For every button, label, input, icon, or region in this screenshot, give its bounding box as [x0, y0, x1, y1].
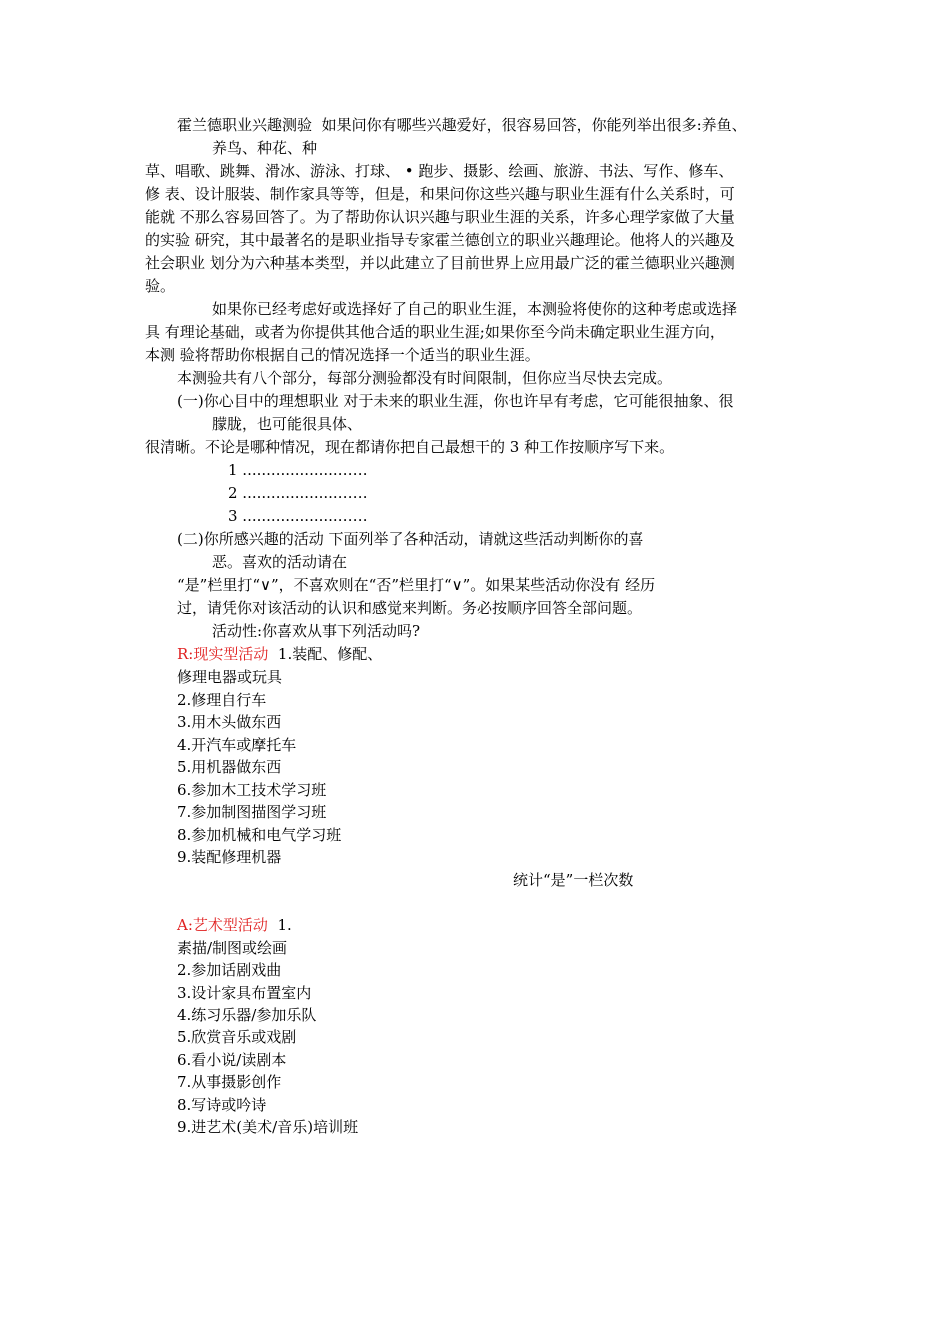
section-a-label: A:艺术型活动: [177, 916, 268, 934]
part1-heading: (一)你心目中的理想职业 对于未来的职业生涯，你也许早有考虑，它可能很抽象、很: [177, 392, 734, 410]
list-item: 6.参加木工技术学习班: [177, 781, 327, 799]
part2-line-2: 恶。喜欢的活动请在: [212, 553, 348, 571]
part2-prompt: 活动性:你喜欢从事下列活动吗?: [212, 622, 421, 640]
answer-blank-2[interactable]: 2 ....................……: [228, 484, 368, 502]
list-item: 修理电器或玩具: [177, 668, 283, 686]
intro-line-1: [177, 114, 747, 136]
section-r-first-item: 1.装配、修配、: [277, 645, 383, 663]
list-item: 素描/制图或绘画: [177, 939, 288, 957]
para2-line-1: 如果你已经考虑好或选择好了自己的职业生涯，本测验将使你的这种考虑或选择: [212, 300, 738, 318]
answer-blank-1[interactable]: 1 ....................……: [228, 461, 368, 479]
section-r-tally: 统计“是”一栏次数: [513, 871, 634, 889]
list-item: 9.装配修理机器: [177, 848, 282, 866]
list-item: 5.欣赏音乐或戏剧: [177, 1028, 297, 1046]
intro-line-5: 能就 不那么容易回答了。为了帮助你认识兴趣与职业生涯的关系，许多心理学家做了大量: [145, 208, 735, 226]
part1-line-2: 朦胧，也可能很具体、: [212, 415, 363, 433]
list-item: 7.参加制图描图学习班: [177, 803, 327, 821]
intro-line-2: 养鸟、种花、种: [212, 139, 318, 157]
intro-line-7: 社会职业 划分为六种基本类型，并以此建立了目前世界上应用最广泛的霍兰德职业兴趣测: [145, 254, 735, 272]
list-item: 2.修理自行车: [177, 691, 267, 709]
list-item: 5.用机器做东西: [177, 758, 282, 776]
intro-line-4: 修 表、设计服装、制作家具等等，但是，和果问你这些兴趣与职业生涯有什么关系时，可: [145, 185, 735, 203]
list-item: 4.开汽车或摩托车: [177, 736, 297, 754]
list-item: 8.写诗或吟诗: [177, 1096, 267, 1114]
list-item: 2.参加话剧戏曲: [177, 961, 282, 979]
list-item: 7.从事摄影创作: [177, 1073, 282, 1091]
list-item: 8.参加机械和电气学习班: [177, 826, 342, 844]
part2-heading: (二)你所感兴趣的活动 下面列举了各种活动，请就这些活动判断你的喜: [177, 530, 644, 548]
answer-blank-3[interactable]: 3 ....................……: [228, 507, 368, 525]
document-title: 霍兰德职业兴趣测验: [177, 116, 313, 134]
list-item: 6.看小说/读剧本: [177, 1051, 287, 1069]
para2-line-2: 具 有理论基础，或者为你提供其他合适的职业生涯;如果你至今尚未确定职业生涯方向，: [145, 323, 725, 341]
list-item: 9.进艺术(美术/音乐)培训班: [177, 1118, 359, 1136]
intro-line-3: 草、唱歌、跳舞、滑冰、游泳、打球、 • 跑步、摄影、绘画、旅游、书法、写作、修车、: [145, 162, 734, 180]
part1-line-3: 很清晰。不论是哪种情况，现在都请你把自己最想干的 3 种工作按顺序写下来。: [145, 438, 675, 456]
list-item: 3.设计家具布置室内: [177, 984, 312, 1002]
part2-line-4: 过，请凭你对该活动的认识和感觉来判断。务必按顺序回答全部问题。: [177, 599, 643, 617]
list-item: 3.用木头做东西: [177, 713, 282, 731]
section-a-first-item: 1.: [277, 916, 292, 934]
part2-line-3: “是”栏里打“∨”，不喜欢则在“否”栏里打“∨”。如果某些活动你没有 经历: [177, 576, 656, 594]
section-r-label: R:现实型活动: [177, 645, 269, 663]
intro-line-8: 验。: [145, 277, 176, 295]
intro-line-6: 的实验 研究，其中最著名的是职业指导专家霍兰德创立的职业兴趣理论。他将人的兴趣及: [145, 231, 735, 249]
para2-line-3: 本测 验将帮助你根据自己的情况选择一个适当的职业生涯。: [145, 346, 540, 364]
list-item: 4.练习乐器/参加乐队: [177, 1006, 317, 1024]
intro-text: 如果问你有哪些兴趣爱好，很容易回答，你能列举出很多:养鱼、: [321, 116, 747, 134]
section-r-head: [177, 643, 382, 665]
para3-line: 本测验共有八个部分，每部分测验都没有时间限制，但你应当尽快去完成。: [177, 369, 673, 387]
section-a-head: [177, 914, 292, 936]
